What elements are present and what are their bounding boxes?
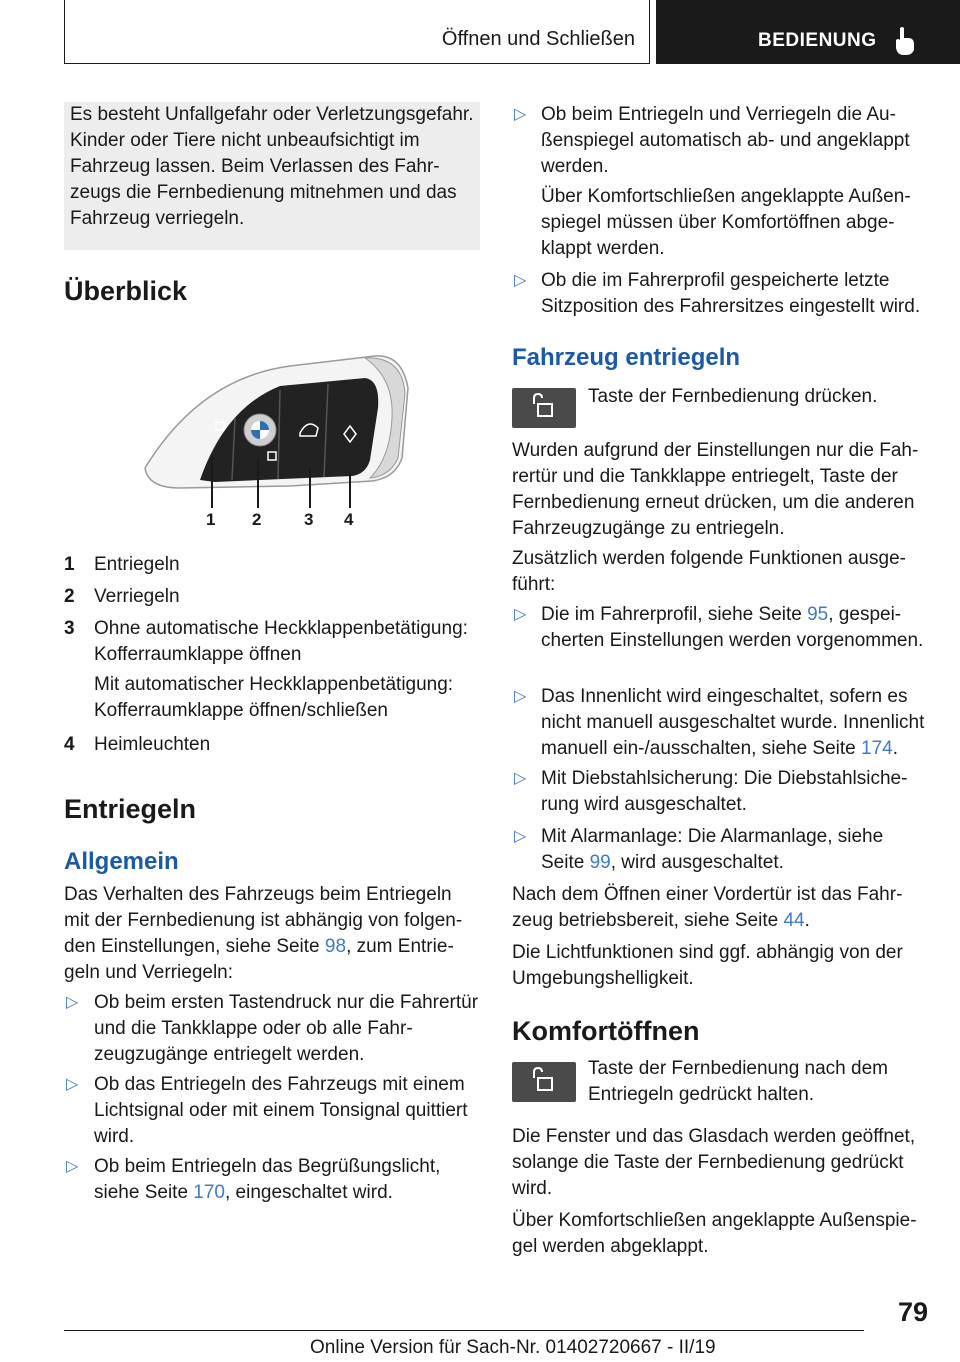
vehicle-unlock-para2: Zusätzlich werden folgende Funktionen ausgeführt: xyxy=(512,548,906,595)
bullet-triangle-icon: ▷ xyxy=(514,828,527,845)
comfort-open-key-text: Taste der Fernbedienung nach dem Entriegeln gedrückt halten. xyxy=(588,1058,888,1105)
unlock-key-button xyxy=(512,1062,576,1102)
overview-heading: Überblick xyxy=(64,276,188,306)
bullet-text: Das Innenlicht wird eingeschaltet, sofern es nicht manuell ausgeschaltet wurde. Innenlicht manuell ein-/ausschalten, siehe Seite 174. xyxy=(541,686,925,759)
bullet-extra: Über Komfortschließen angeklappte Außenspiegel müssen über Komfortöffnen abgeklappt werden. xyxy=(541,186,911,259)
page-link[interactable]: 95 xyxy=(807,604,829,625)
section-title: Öffnen und Schließen xyxy=(441,28,635,50)
legend-extra: Mit automatischer Heckklappenbetätigung: Kofferraumklappe öffnen/schließen xyxy=(94,674,454,721)
callout-3: 3 xyxy=(304,510,314,529)
page-link[interactable]: 170 xyxy=(193,1182,225,1203)
warning-text: Es besteht Unfallgefahr oder Verletzungsgefahr. Kinder oder Tiere nicht unbeaufsichtigt im Fahrzeug lassen. Beim Verlassen des Fahrzeugs die Fernbedienung mitnehmen und das Fahrzeug verriegeln. xyxy=(70,104,474,229)
bullet-text: Ob beim ersten Tastendruck nur die Fahrertür und die Tankklappe oder ob alle Fahrzeugzugänge entriegelt werden. xyxy=(94,992,479,1065)
key-fob-illustration xyxy=(140,348,420,536)
bullet-text: Mit Alarmanlage: Die Alarmanlage, siehe Seite 99, wird ausgeschaltet. xyxy=(541,826,884,873)
vehicle-unlock-heading: Fahrzeug entriegeln xyxy=(512,344,741,371)
bullet-text: Ob das Entriegeln des Fahrzeugs mit einem Lichtsignal oder mit einem Tonsignal quittiert wird. xyxy=(94,1074,468,1147)
legend-num: 1 xyxy=(64,554,75,575)
unlock-key-button xyxy=(512,388,576,428)
page-link[interactable]: 99 xyxy=(589,852,611,873)
bullet-triangle-icon: ▷ xyxy=(66,994,79,1011)
bullet-triangle-icon: ▷ xyxy=(66,1158,79,1175)
page-link[interactable]: 174 xyxy=(861,738,893,759)
legend-text: Verriegeln xyxy=(94,586,180,607)
hand-pointer-icon xyxy=(894,26,916,56)
bullet-triangle-icon: ▷ xyxy=(514,770,527,787)
comfort-open-para2: Über Komfortschließen angeklappte Außenspiegel werden abgeklappt. xyxy=(512,1210,917,1257)
overview-legend xyxy=(64,552,480,762)
callout-4: 4 xyxy=(344,510,354,529)
legend-text: Entriegeln xyxy=(94,554,180,575)
bullet-text: Die im Fahrerprofil, siehe Seite 95, gespeicherten Einstellungen werden vorgenommen. xyxy=(541,604,924,651)
comfort-open-para1: Die Fenster und das Glasdach werden geöffnet, solange die Taste der Fernbedienung gedrückt wird. xyxy=(512,1126,916,1199)
unlock-icon xyxy=(512,388,576,428)
bullet-triangle-icon: ▷ xyxy=(514,688,527,705)
legend-num: 2 xyxy=(64,586,75,607)
bullet-triangle-icon: ▷ xyxy=(514,606,527,623)
bullet-triangle-icon: ▷ xyxy=(514,106,527,123)
vehicle-unlock-para3: Nach dem Öffnen einer Vordertür ist das Fahrzeug betriebsbereit, siehe Seite 44. xyxy=(512,884,903,931)
legend-num: 3 xyxy=(64,618,75,639)
bullet-triangle-icon: ▷ xyxy=(514,272,527,289)
header-section-box xyxy=(64,0,650,64)
header-chapter-box xyxy=(656,0,960,64)
legend-num: 4 xyxy=(64,734,75,755)
bullet-text: Ob beim Entriegeln und Verriegeln die Außenspiegel automatisch ab- und angeklappt werden. xyxy=(541,104,910,177)
comfort-open-heading: Komfortöffnen xyxy=(512,1016,700,1046)
bullet-text: Ob die im Fahrerprofil gespeicherte letzte Sitzposition des Fahrersitzes eingestellt wird. xyxy=(541,270,921,317)
unlock-icon xyxy=(512,1062,576,1102)
bullet-text: Mit Diebstahlsicherung: Die Diebstahlsicherung wird ausgeschaltet. xyxy=(541,768,908,815)
unlock-intro: Das Verhalten des Fahrzeugs beim Entriegeln mit der Fernbedienung ist abhängig von folgenden Einstellungen, siehe Seite 98, zum Entriegeln und Verriegeln: xyxy=(64,884,463,983)
vehicle-unlock-para4: Die Lichtfunktionen sind ggf. abhängig von der Umgebungshelligkeit. xyxy=(512,942,903,989)
legend-text: Heimleuchten xyxy=(94,734,211,755)
callout-2: 2 xyxy=(252,510,262,529)
legend-text: Ohne automatische Heckklappenbetätigung: Kofferraumklappe öffnen xyxy=(94,618,468,665)
vehicle-unlock-para1: Wurden aufgrund der Einstellungen nur die Fahrertür und die Tankklappe entriegelt, Taste der Fernbedienung erneut drücken, um die anderen Fahrzeugzugänge zu entriegeln. xyxy=(512,440,919,539)
unlock-heading: Entriegeln xyxy=(64,794,197,824)
footer-divider xyxy=(64,1330,864,1331)
callout-1: 1 xyxy=(206,510,216,529)
page-link[interactable]: 98 xyxy=(324,936,347,957)
bullet-triangle-icon: ▷ xyxy=(66,1076,79,1093)
page-link[interactable]: 44 xyxy=(783,910,805,931)
footer-text: Online Version für Sach-Nr. 01402720667 - II/19 xyxy=(310,1337,716,1358)
general-subheading: Allgemein xyxy=(64,848,179,875)
warning-box xyxy=(64,102,480,250)
bullet-text: Ob beim Entriegeln das Begrüßungslicht, siehe Seite 170, eingeschaltet wird. xyxy=(94,1156,441,1203)
chapter-title: BEDIENUNG xyxy=(758,30,877,51)
vehicle-unlock-key-text: Taste der Fernbedienung drücken. xyxy=(588,386,878,407)
page-number: 79 xyxy=(897,1297,928,1327)
